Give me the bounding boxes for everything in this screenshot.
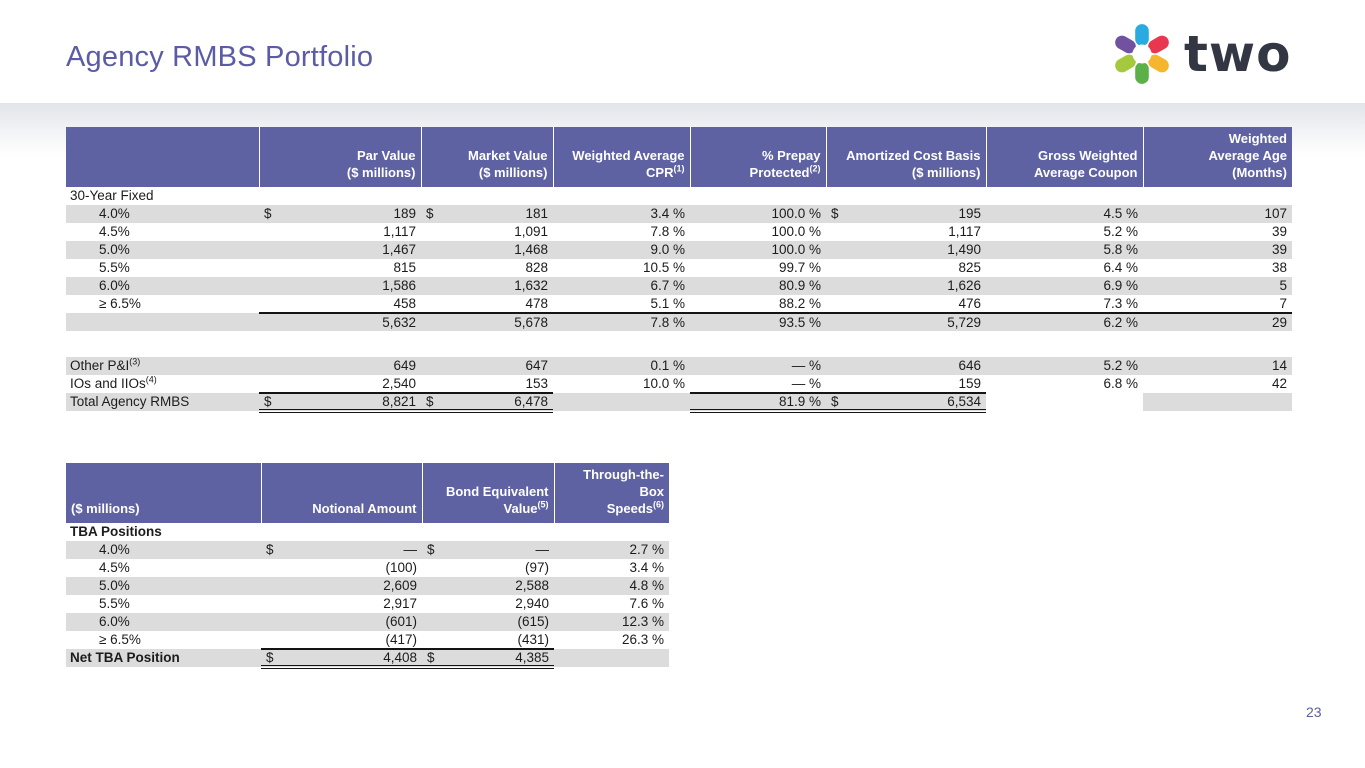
value-cell: 12.3 %: [554, 613, 669, 631]
value-cell: [261, 541, 422, 559]
row-label: ≥ 6.5%: [99, 296, 141, 312]
row-label: 5.5%: [99, 260, 130, 276]
value-cell: 1,091: [514, 224, 548, 240]
value-cell: [422, 541, 554, 559]
table-row: [66, 295, 1292, 313]
cell-value: —: [403, 542, 417, 558]
value-cell: 825: [958, 260, 981, 276]
value-cell: 646: [826, 357, 986, 375]
value-cell: 2,940: [515, 596, 549, 612]
page-title: Agency RMBS Portfolio: [66, 41, 374, 73]
row-label: 5.0%: [66, 241, 259, 259]
row-label: Net TBA Position: [66, 649, 261, 667]
value-cell: (431): [517, 631, 549, 647]
value-cell: 7: [1279, 295, 1287, 311]
value-cell: 81.9 %: [690, 393, 826, 411]
value-cell: 7.3 %: [1103, 295, 1138, 311]
value-cell: 93.5 %: [690, 313, 826, 331]
cell-value: —: [535, 542, 549, 558]
column-header: Notional Amount: [261, 463, 422, 523]
value-cell: 6.4 %: [1103, 260, 1138, 276]
value-cell: 153: [525, 375, 548, 391]
two-harbors-star-icon: [1108, 20, 1176, 88]
value-cell: 100.0 %: [690, 205, 826, 223]
value-cell: 2.7 %: [554, 541, 669, 559]
value-cell: 6.9 %: [986, 277, 1143, 295]
table-row: [66, 313, 1292, 331]
column-header: ($ millions): [66, 463, 261, 523]
value-cell: 649: [259, 357, 421, 375]
table-row: [66, 595, 669, 613]
value-cell: 458: [393, 295, 416, 311]
cell-value: 6,478: [514, 393, 548, 409]
value-cell: 42: [1271, 376, 1287, 392]
cell-value: 8,821: [382, 393, 416, 409]
section-row: [66, 523, 669, 541]
value-cell: [421, 393, 553, 411]
value-cell: 26.3 %: [621, 632, 664, 648]
spacer-cell: [66, 331, 1292, 357]
value-cell: — %: [690, 357, 826, 375]
table-row: [66, 649, 669, 667]
header-row: [66, 127, 1292, 187]
cell-value: 189: [393, 206, 416, 222]
agency-rmbs-portfolio-table: [66, 127, 1292, 413]
value-cell: 1,468: [421, 241, 553, 259]
value-cell: 2,917: [383, 596, 417, 612]
value-cell: [261, 649, 422, 667]
value-cell: [554, 649, 669, 667]
value-cell: 14: [1143, 357, 1292, 375]
value-cell: 39: [1271, 224, 1287, 240]
value-cell: [553, 393, 690, 411]
value-cell: 39: [1143, 241, 1292, 259]
value-cell: 80.9 %: [690, 277, 826, 295]
value-cell: 5,678: [421, 313, 553, 331]
column-header: Market Value ($ millions): [421, 127, 553, 187]
value-cell: [259, 205, 421, 223]
value-cell: 9.0 %: [553, 241, 690, 259]
value-cell: 107: [1143, 205, 1292, 223]
table-row: [66, 613, 669, 631]
row-label: 4.0%: [66, 541, 261, 559]
currency-symbol: $: [266, 649, 274, 665]
section-row: [66, 187, 1292, 205]
table-row: [66, 393, 1292, 411]
currency-symbol: $: [264, 206, 272, 222]
value-cell: 0.1 %: [553, 357, 690, 375]
value-cell: — %: [791, 375, 821, 391]
value-cell: 3.4 %: [629, 560, 664, 576]
currency-symbol: $: [831, 393, 839, 409]
tba-positions-table: [66, 463, 669, 669]
currency-symbol: $: [427, 542, 435, 558]
row-label: Other $P\&I^{(3)}$: [66, 357, 259, 375]
column-header: % Prepay Protected$^{(2)}$: [690, 127, 826, 187]
value-cell: 1,586: [259, 277, 421, 295]
value-cell: (100): [385, 560, 417, 576]
table-row: [66, 277, 1292, 295]
table-row: [66, 241, 1292, 259]
value-cell: 5.1 %: [650, 295, 685, 311]
value-cell: 5: [1143, 277, 1292, 295]
value-cell: 815: [393, 260, 416, 276]
currency-symbol: $: [426, 393, 434, 409]
table-row: [66, 357, 1292, 375]
currency-symbol: $: [266, 542, 274, 558]
value-cell: 4.8 %: [554, 577, 669, 595]
logo-wordmark: two: [1184, 25, 1292, 83]
spacer-row: [66, 331, 1292, 357]
table-row: [66, 577, 669, 595]
section-label: 30-Year Fixed: [66, 187, 1292, 205]
row-label: 5.5%: [99, 596, 130, 612]
column-header: Gross Weighted Average Coupon: [986, 127, 1143, 187]
cell-value: 181: [525, 206, 548, 222]
value-cell: 88.2 %: [778, 295, 821, 311]
value-cell: 100.0 %: [690, 241, 826, 259]
column-header: Par Value ($ millions): [259, 127, 421, 187]
table-row: [66, 559, 669, 577]
row-label: Total Agency RMBS: [66, 393, 259, 411]
currency-symbol: $: [426, 206, 434, 222]
value-cell: 6.8 %: [1103, 376, 1138, 392]
value-cell: 2,609: [261, 577, 422, 595]
value-cell: [259, 393, 421, 411]
row-label: [66, 313, 259, 331]
table-row: [66, 205, 1292, 223]
value-cell: [986, 393, 1143, 411]
cell-value: 4,408: [383, 649, 417, 665]
row-label: 6.0%: [66, 277, 259, 295]
section-label: TBA Positions: [66, 523, 669, 541]
value-cell: [422, 649, 554, 667]
value-cell: 478: [525, 295, 548, 311]
value-cell: 7.6 %: [629, 596, 664, 612]
value-cell: 1,490: [826, 241, 986, 259]
footnote-marker: (4): [145, 374, 157, 385]
value-cell: (615): [422, 613, 554, 631]
page-number: 23: [1306, 704, 1322, 720]
value-cell: 1,117: [383, 224, 416, 240]
row-label: 6.0%: [66, 613, 261, 631]
value-cell: (97): [524, 560, 549, 576]
value-cell: [1143, 393, 1292, 411]
table-row: [66, 541, 669, 559]
table-row: [66, 375, 1292, 393]
column-header: [66, 127, 259, 187]
value-cell: 100.0 %: [771, 224, 821, 240]
table-row: [66, 259, 1292, 277]
footnote-marker: (6): [653, 499, 664, 510]
column-header: Weighted Average Age (Months): [1143, 127, 1292, 187]
value-cell: 7.8 %: [650, 224, 685, 240]
currency-symbol: $: [831, 206, 839, 222]
value-cell: (417): [385, 631, 417, 647]
value-cell: 647: [421, 357, 553, 375]
value-cell: 1,467: [259, 241, 421, 259]
value-cell: 3.4 %: [553, 205, 690, 223]
footnote-marker: (2): [809, 163, 821, 174]
agency-rmbs-portfolio-table: [66, 127, 1292, 413]
value-cell: 5.2 %: [1103, 224, 1138, 240]
value-cell: 2,588: [422, 577, 554, 595]
currency-symbol: $: [427, 649, 435, 665]
value-cell: 10.0 %: [642, 376, 685, 392]
value-cell: 38: [1271, 260, 1287, 276]
value-cell: 1,626: [826, 277, 986, 295]
value-cell: 476: [958, 295, 981, 311]
column-header: Weighted Average CPR$^{(1)}$: [553, 127, 690, 187]
cell-value: 195: [958, 206, 981, 222]
row-label: IOs and IIOs$^{(4)}$: [70, 374, 157, 392]
value-cell: 10.5 %: [642, 260, 685, 276]
header-row: [66, 463, 669, 523]
cell-value: 4,385: [515, 649, 549, 665]
value-cell: 5,729: [826, 313, 986, 331]
row-label: 4.5%: [99, 560, 130, 576]
value-cell: 29: [1143, 313, 1292, 331]
value-cell: 6.7 %: [553, 277, 690, 295]
value-cell: 5.2 %: [986, 357, 1143, 375]
value-cell: 7.8 %: [553, 313, 690, 331]
footnote-marker: (1): [673, 163, 685, 174]
value-cell: 2,540: [382, 375, 416, 391]
value-cell: [826, 393, 986, 411]
row-label: 4.5%: [99, 224, 130, 240]
company-logo: [1108, 20, 1291, 88]
value-cell: 1,117: [948, 224, 981, 240]
value-cell: (601): [261, 613, 422, 631]
table-row: [66, 223, 1292, 241]
value-cell: 5.8 %: [986, 241, 1143, 259]
row-label: ≥ 6.5%: [99, 632, 141, 648]
cell-value: 6,534: [947, 393, 981, 409]
value-cell: 4.5 %: [986, 205, 1143, 223]
value-cell: 828: [525, 260, 548, 276]
column-header: Through-the-Box Speeds$^{(6)}$: [554, 463, 669, 523]
row-label: 4.0%: [66, 205, 259, 223]
value-cell: 99.7 %: [778, 260, 821, 276]
value-cell: [421, 205, 553, 223]
table-row: [66, 631, 669, 649]
value-cell: 5,632: [259, 313, 421, 331]
column-header: Bond Equivalent Value$^{(5)}$: [422, 463, 554, 523]
footnote-marker: (3): [129, 356, 141, 367]
column-header: Amortized Cost Basis ($ millions): [826, 127, 986, 187]
value-cell: [826, 205, 986, 223]
tba-positions-table: [66, 463, 669, 669]
footnote-marker: (5): [537, 499, 549, 510]
value-cell: 159: [958, 375, 981, 391]
row-label: 5.0%: [66, 577, 261, 595]
value-cell: 6.2 %: [986, 313, 1143, 331]
currency-symbol: $: [264, 393, 272, 409]
value-cell: 1,632: [421, 277, 553, 295]
